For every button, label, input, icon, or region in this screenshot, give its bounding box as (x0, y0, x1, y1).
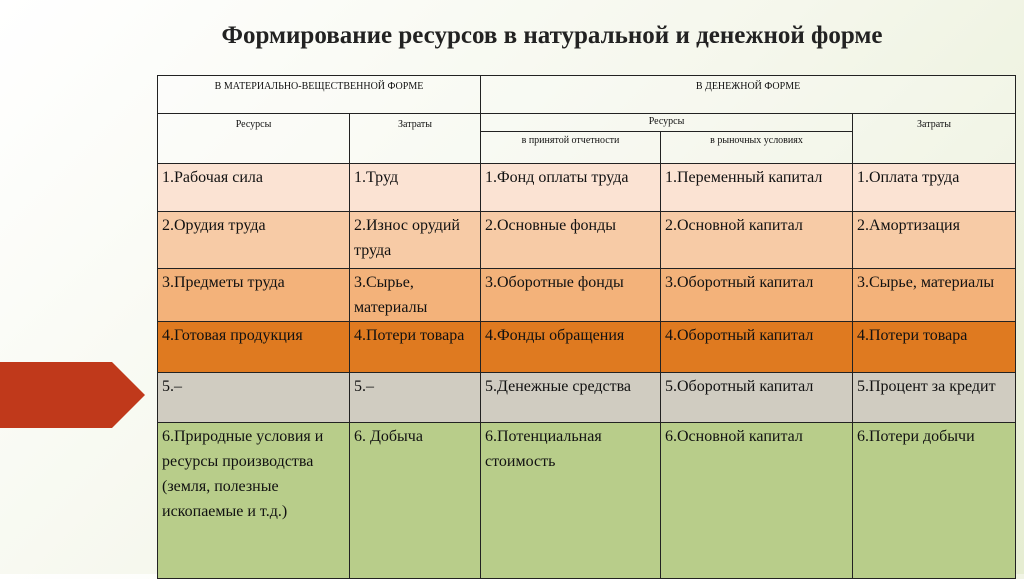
header-material: В МАТЕРИАЛЬНО-ВЕЩЕСТВЕННОЙ ФОРМЕ (158, 76, 481, 114)
cell: 4.Оборотный капитал (661, 322, 853, 373)
cell: 4.Потери товара (853, 322, 1016, 373)
cell: 6.Основной капитал (661, 423, 853, 579)
slide-title: Формирование ресурсов в натуральной и денежной форме (221, 22, 883, 49)
cell: 2.Износ орудий труда (350, 212, 481, 269)
header-costs: Затраты (350, 114, 481, 164)
header-reported: в принятой отчетности (481, 132, 661, 164)
cell: 4.Потери товара (350, 322, 481, 373)
cell: 1.Фонд оплаты труда (481, 164, 661, 212)
cell: 4.Готовая продукция (158, 322, 350, 373)
cell: 1.Труд (350, 164, 481, 212)
cell: 2.Орудия труда (158, 212, 350, 269)
header-money: В ДЕНЕЖНОЙ ФОРМЕ (481, 76, 1016, 114)
cell: 3.Сырье, материалы (350, 269, 481, 322)
cell: 5.Процент за кредит (853, 373, 1016, 423)
cell: 6.Потенциальная стоимость (481, 423, 661, 579)
header-resources-money: Ресурсы (481, 114, 853, 132)
cell: 2.Основной капитал (661, 212, 853, 269)
cell: 2.Амортизация (853, 212, 1016, 269)
cell: 1.Переменный капитал (661, 164, 853, 212)
table-row (158, 212, 1016, 269)
cell: 3.Сырье, материалы (853, 269, 1016, 322)
cell: 2.Основные фонды (481, 212, 661, 269)
header-resources: Ресурсы (158, 114, 350, 164)
cell: 3.Оборотный капитал (661, 269, 853, 322)
cell: 6. Добыча (350, 423, 481, 579)
table-row (158, 269, 1016, 322)
cell: 5.Денежные средства (481, 373, 661, 423)
cell: 6.Потери добычи (853, 423, 1016, 579)
cell: 4.Фонды обращения (481, 322, 661, 373)
table-row (158, 164, 1016, 212)
table-row (158, 322, 1016, 373)
resources-table (157, 75, 1016, 579)
cell: 5.Оборотный капитал (661, 373, 853, 423)
cell: 3.Предметы труда (158, 269, 350, 322)
cell: 1.Рабочая сила (158, 164, 350, 212)
table-row (158, 423, 1016, 579)
cell: 3.Оборотные фонды (481, 269, 661, 322)
cell: 5.– (158, 373, 350, 423)
arrow-right-icon (0, 362, 145, 428)
cell: 6.Природные условия и ресурсы производства (земля, полезные ископаемые и т.д.) (158, 423, 350, 579)
cell: 1.Оплата труда (853, 164, 1016, 212)
header-market: в рыночных условиях (661, 132, 853, 164)
table-row (158, 373, 1016, 423)
cell: 5.– (350, 373, 481, 423)
header-costs-money: Затраты (853, 114, 1016, 164)
